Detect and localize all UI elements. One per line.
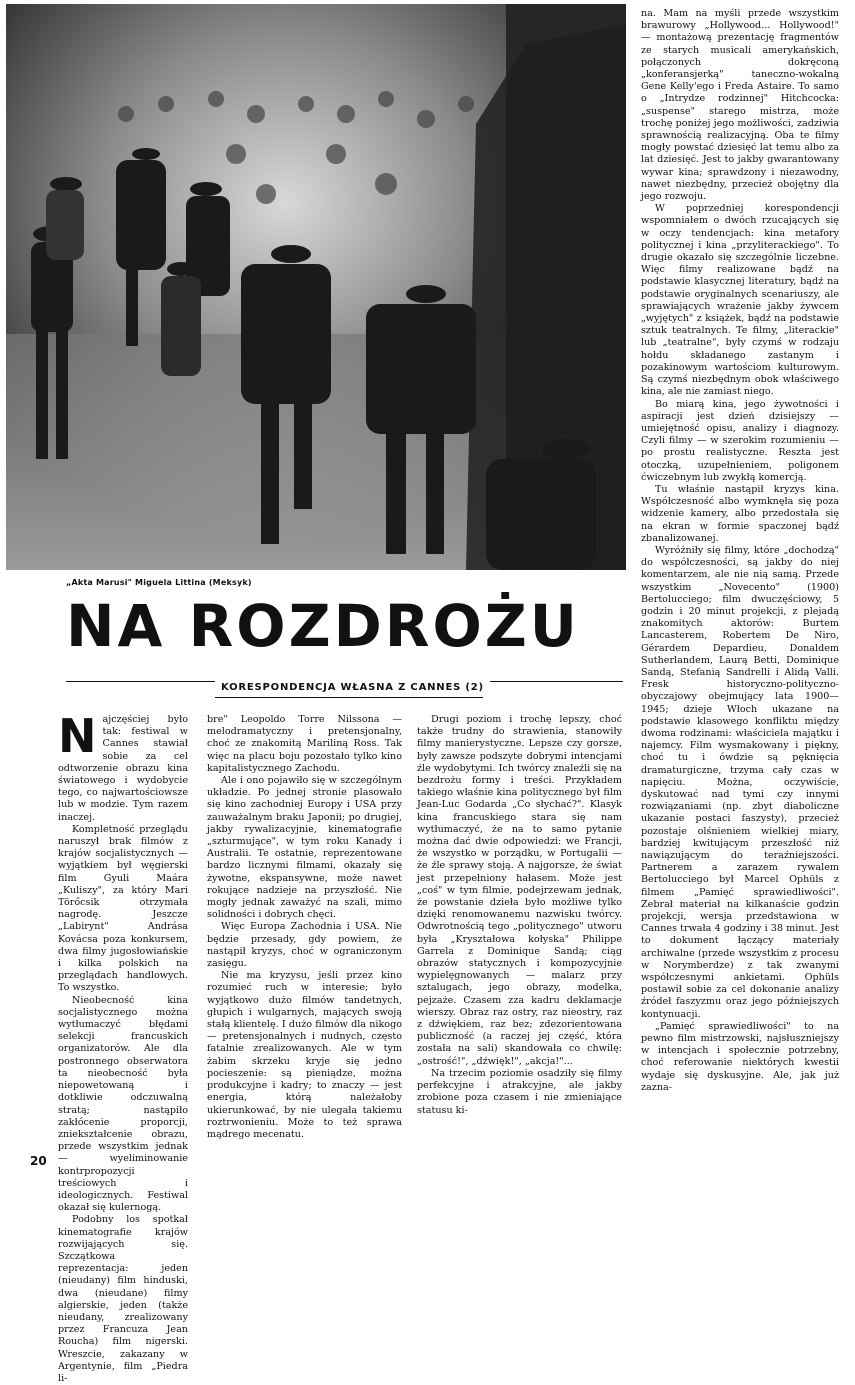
- paragraph: Na trzecim poziomie osadziły się filmy perfekcyjne i atrakcyjne, ale jakby zrobione poza czasem i nie zmieniające statusu ki-: [417, 1067, 622, 1116]
- page-number: 20: [30, 1154, 47, 1168]
- film-still-photo: [6, 4, 626, 570]
- text-column-3: [417, 714, 622, 1184]
- paragraph: Nie ma kryzysu, jeśli przez kino rozumieć ruch w interesie; było wyjątkowo dużo filmów tandetnych, głupich i wulgarnych, mających swoją stałą klientelę. I dużo filmów dla nikogo — pretensjonalnych i nudnych, często fatalnie zrealizowanych. Ale w tym żabim skrzeku kryje się jedno pocieszenie: są pieniądze, można produkcyjne i kadry; to znaczy — jest energia, którą należałoby ukierunkować, by nie ulegała takiemu roztrwonieniu. Może to też sprawa mądrego mecenatu.: [207, 970, 402, 1140]
- text-column-2: [207, 714, 402, 1184]
- text-column-4: [641, 8, 839, 1178]
- paragraph: Kompletność przeglądu naruszył brak filmów z krajów socjalistycznych — wyjątkiem był węgierski film Gyuli Maára „Kuliszy", za który Mari Törőcsik otrzymała nagrodę. Jeszcze „Labirynt" Andrása Kovácsa poza konkursem, dwa filmy jugosłowiańskie i kilka polskich na przeglądach handlowych. To wszystko.: [58, 823, 188, 994]
- paragraph: Nieobecność kina socjalistycznego można wytłumaczyć błędami selekcji francuskich organizatorów. Ale dla postronnego obserwatora ta nieobecność była niepowetowaną i dotkliwie odczuwalną stratą; nastąpiło zakłócenie proporcji, zniekształcenie obrazu, przede wszystkim jednak — wyeliminowanie kontrpropozycji treściowych i ideologicznych. Festiwal okazał się kulernogą.: [58, 994, 188, 1214]
- photo-caption: „Akta Marusi" Miguela Littina (Meksyk): [66, 578, 252, 587]
- paragraph: Bo miarą kina, jego żywotności i aspiracji jest dzień dzisiejszy — umiejętność opisu, analizy i diagnozy. Czyli filmy — w szerokim rozumieniu — po prostu realistyczne. Reszta jest otoczką, uzupełnieniem, poligonem ćwiczebnym lub zwykłą komercją.: [641, 398, 839, 483]
- paragraph: Drugi poziom i trochę lepszy, choć także trudny do strawienia, stanowiły filmy manierystyczne. Lepsze czy gorsze, były zawsze podszyte dobrymi intencjami źle wydobytymi. Ich twórcy znaleźli się na bezdrożu formy i treści. Przykładem takiego właśnie kina politycznego był film Jean-Luc Godarda „Co słychać?". Klasyk kina francuskiego stara się nam wytłumaczyć, że na to samo pytanie można dać dwie odpowiedzi: we Francji, że wszystko w porządku, w Portugalii — że źle sprawy stoją. A najgorsze, że świat jest przepełniony hałasem. Może jest „coś" w tym filmie, podejrzewam jednak, że powstanie dzieła było możliwe tylko dzięki renomowanemu nazwisku twórcy. Odwrotnością tego „politycznego" utworu była „Kryształowa kołyska" Philippe Garrela z Dominique Sandą; ciąg obrazów statycznych i kompozycyjnie wypielęgnowanych — malarz przy sztalugach, jego obrazy, modelka, pejzaże. Czasem zza kadru deklamacje wierszy. Obraz raz ostry, raz nieostry, raz z dźwiękiem, raz bez; zdezorientowana publiczność (a raczej jej część, która została na sali) skandowała co chwilę: „ostrość!", „dźwięk!", „akcja!"...: [417, 714, 622, 1067]
- crowd-running-image: [6, 4, 626, 570]
- subtitle-underline: [215, 697, 483, 698]
- text-column-1: [58, 709, 188, 1384]
- paragraph: Ale i ono pojawiło się w szczególnym układzie. Po jednej stronie plasowało się kino zachodniej Europy i USA przy zauważalnym braku Japonii; po drugiej, jakby rywalizacyjnie, kinematografie „szturmujące", w tym roku Kanady i Australii. Te ostatnie, reprezentowane bardzo licznymi filmami, okazały się żywotne, ekspansywne, może nawet rokujące nadzieje na przyszłość. Nie mogły jednak zaważyć na szali, mimo solidności i dobrych chęci.: [207, 775, 402, 921]
- paragraph: na. Mam na myśli przede wszystkim brawurowy „Hollywood... Hollywood!" — montażową prezentację fragmentów ze starych musicali amerykańskich, połączonych dokręconą „konferansjerką" taneczno-wokalną Gene Kelly'ego i Freda Astaire. To samo o „Intrydze rodzinnej" Hitchcocka: „suspense" starego mistrza, może trochę poniżej jego możliwości, zadziwia sprawnością realizacyjną. Oba te filmy mogły powstać dziesięć lat temu albo za lat dziesięć. Jest to jakby gwarantowany wywar kina; sprawdzony i niezawodny, nawet niezbędny, przecież obojętny dla jego rozwoju.: [641, 8, 839, 203]
- article-subtitle: KORESPONDENCJA WŁASNA Z CANNES (2): [215, 681, 490, 695]
- paragraph: Więc Europa Zachodnia i USA. Nie będzie przesady, gdy powiem, że nastąpił kryzys, choć w ograniczonym zasięgu.: [207, 921, 402, 970]
- paragraph: Tu właśnie nastąpił kryzys kina. Współczesność albo wymknęła się poza widzenie kamery, albo przedostała się na ekran w formie spaczonej bądź zbanalizowanej.: [641, 483, 839, 544]
- paragraph: ajczęściej było tak: festiwal w Cannes stawiał sobie za cel odtworzenie obrazu kina światowego i wydobycie tego, co najwartościowsze lub w modzie. Tym razem inaczej.: [58, 714, 188, 823]
- paragraph: Wyróżniły się filmy, które „dochodzą" do współczesności, są jakby do niej komentarzem, ale nie nią samą. Przede wszystkim „Novecento" (1900) Bertolucciego; film dwuczęściowy, 5 godzin i 20 minut projekcji, z plejadą znakomitych aktorów: Burtem Lancasterem, Robertem De Niro, Gérardem Depardieu, Donaldem Sutherlandem, Laurą Betti, Dominique Sandą, Stefanią Sandrelli i Alidą Valli. Fresk historyczno-polityczno-obyczajowy obejmujący lata 1900—1945; dzieje Włoch ukazane na podstawie klasowego konfliktu między dwoma rodzinami: właściciela majątku i najemcy. Film wysmakowany i piękny, choć tu i ówdzie są pęknięcia dramaturgiczne, trzyma cały czas w napięciu. Można, oczywiście, dyskutować nad tymi czy innymi rozwiązaniami (np. zbyt diaboliczne ukazanie postaci faszysty), przecież pozostaje olśnieniem wielkiej miary, bardziej kwitującym przeszłość niż nawiązującym do teraźniejszości. Partnerem a zarazem rywalem Bertolucciego był Marcel Ophüls z filmem „Pamięć sprawiedliwości". Zebrał materiał na kilkanaście godzin projekcji, wersja przedstawiona w Cannes trwała 4 godziny i 38 minut. Jest to dokument łączący materiały archiwalne (przede wszystkim z procesu w Norymberdze) z tak zwanymi współczesnymi ankietami. Ophüls postawił sobie za cel dokonanie analizy źródeł faszyzmu oraz jego późniejszych kontynuacji.: [641, 544, 839, 1020]
- paragraph: W poprzedniej korespondencji wspomniałem o dwóch rzucających się w oczy tendencjach: kina metafory politycznej i kina „przyliterackiego". To drugie okazało się szczególnie liczebne. Więc filmy realizowane bądź na podstawie klasycznej literatury, bądź na podstawie oryginalnych scenariuszy, ale sprawiających wrażenie jakby żywcem „wyjętych" z książek, bądź na podstawie sztuk teatralnych. Te filmy, „literackie" lub „teatralne", były czymś w rodzaju hołdu składanego zastanym i pozakinowym wartościom kulturowym. Są czymś niezbędnym obok właściwego kina, ale nie zamiast niego.: [641, 203, 839, 398]
- paragraph: „Pamięć sprawiedliwości" to na pewno film mistrzowski, najsłuszniejszy w intencjach i społecznie potrzebny, choć referowanie niektórych kwestii wydaje się dyskusyjne. Ale, jak już zazna-: [641, 1020, 839, 1093]
- article-title: NA ROZDROŻU: [66, 592, 580, 660]
- paragraph: bre" Leopoldo Torre Nilssona — melodramatyczny i pretensjonalny, choć ze znakomitą Mariliną Ross. Tak więc na placu boju pozostało tylko kino kapitalistycznego Zachodu.: [207, 714, 402, 774]
- paragraph: Podobny los spotkał kinematografie krajów rozwijających się. Szczątkowa reprezentacja: jeden (nieudany) film hinduski, dwa (nieudane) filmy algierskie, jeden (także nieudany, zrealizowany przez Francuza Jean Roucha) film nigerski. Wreszcie, zakazany w Argentynie, film „Piedra li-: [58, 1214, 188, 1384]
- drop-cap: N: [58, 709, 97, 763]
